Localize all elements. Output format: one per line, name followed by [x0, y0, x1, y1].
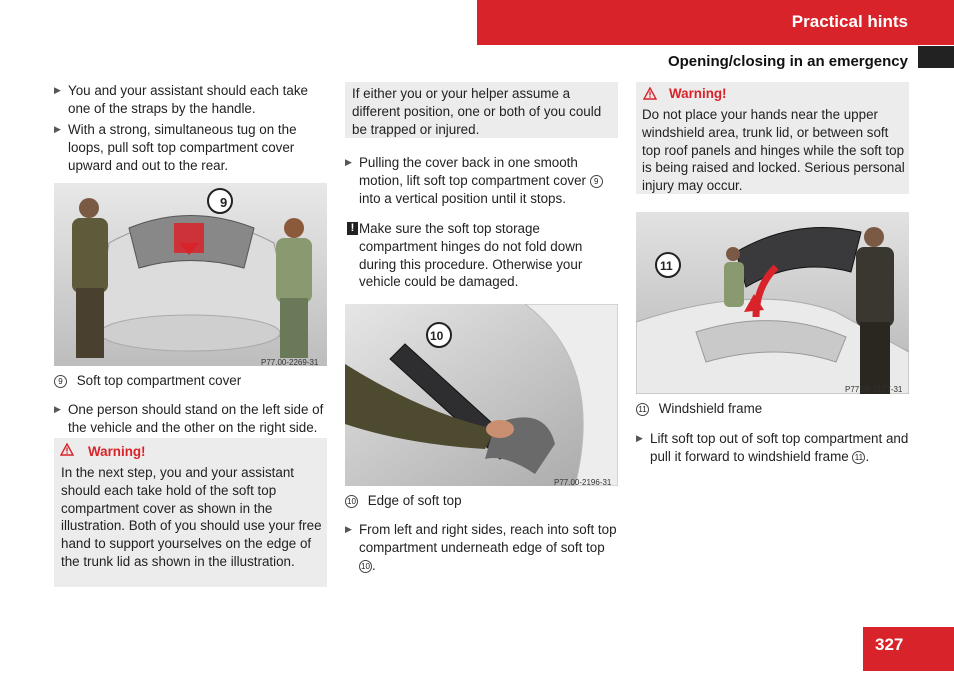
triangle-bullet-icon: ▶ [54, 124, 61, 134]
warning-title: Warning! [88, 444, 146, 459]
callout-number: 10 [430, 329, 444, 343]
list-item: ▶ Lift soft top out of soft top compartment and pull it forward to windshield frame 11 . [636, 431, 909, 464]
image-code: P77.00-2269-31 [261, 358, 319, 366]
callout-marker: 11 [852, 451, 865, 464]
figure-caption: 11 Windshield frame [636, 400, 910, 418]
triangle-bullet-icon: ▶ [345, 157, 352, 167]
figure-caption: 10 Edge of soft top [345, 492, 619, 510]
image-code: P77.00-2196-31 [554, 478, 612, 486]
warning-triangle-icon [643, 87, 657, 105]
triangle-bullet-icon: ▶ [345, 524, 352, 534]
callout-number: 11 [660, 259, 673, 273]
illustration-cover-removal [54, 183, 327, 366]
triangle-bullet-icon: ▶ [54, 404, 61, 414]
illustration-soft-top-edge [345, 304, 618, 486]
list-item: ▶ From left and right sides, reach into soft top compartment underneath edge of soft top 10 . [345, 522, 617, 573]
warning-text: In the next step, you and your assistant should each take hold of the soft top compartment cover as shown in the illustration. Both of you should use your free hand to support yourselves on the edge of the trunk lid as shown in the illustration. [61, 465, 322, 569]
image-code: P77.00-2177-31 [845, 385, 903, 394]
list-item: ▶ Pulling the cover back in one smooth motion, lift soft top compartment cover 9 into a vertical position until it stops. [345, 154, 619, 208]
warning-triangle-icon [60, 443, 74, 461]
callout-marker: 9 [54, 375, 67, 388]
note-box: If either you or your helper assume a different position, one or both of you could be trapped or injured. [345, 82, 618, 138]
illustration-windshield-frame [636, 212, 909, 394]
triangle-bullet-icon: ▶ [54, 85, 61, 95]
section-title: Practical hints [791, 12, 908, 31]
figure-caption: 9 Soft top compartment cover [54, 372, 328, 390]
page-subtitle: Opening/closing in an emergency [667, 53, 908, 70]
page-number-box [863, 627, 954, 671]
list-item: ▶ With a strong, simultaneous tug on the loops, pull soft top compartment cover upward and out to the rear. [54, 122, 297, 173]
notice-exclamation-icon: ! [347, 222, 358, 235]
triangle-bullet-icon: ▶ [636, 433, 643, 443]
callout-marker: 10 [345, 495, 358, 508]
warning-title: Warning! [669, 86, 727, 101]
thumb-tab [918, 46, 954, 68]
list-item: ▶ You and your assistant should each take one of the straps by the handle. [54, 83, 308, 116]
page-number: 327 [875, 635, 904, 654]
warning-box [636, 82, 909, 194]
notice-item: ! Make sure the soft top storage compartment hinges do not fold down during this procedure. Otherwise your vehicle could be damaged. [345, 220, 619, 292]
list-item: ▶ One person should stand on the left side of the vehicle and the other on the right side. [54, 402, 324, 435]
callout-number: 9 [220, 195, 228, 210]
callout-marker: 10 [359, 560, 372, 573]
callout-marker: 11 [636, 403, 649, 416]
callout-marker: 9 [590, 175, 603, 188]
warning-text: Do not place your hands near the upper windshield area, trunk lid, or between soft top roof panels and hinges while the soft top is being raised and locked. Serious personal injury may occur. [642, 107, 905, 194]
warning-box [54, 438, 327, 587]
